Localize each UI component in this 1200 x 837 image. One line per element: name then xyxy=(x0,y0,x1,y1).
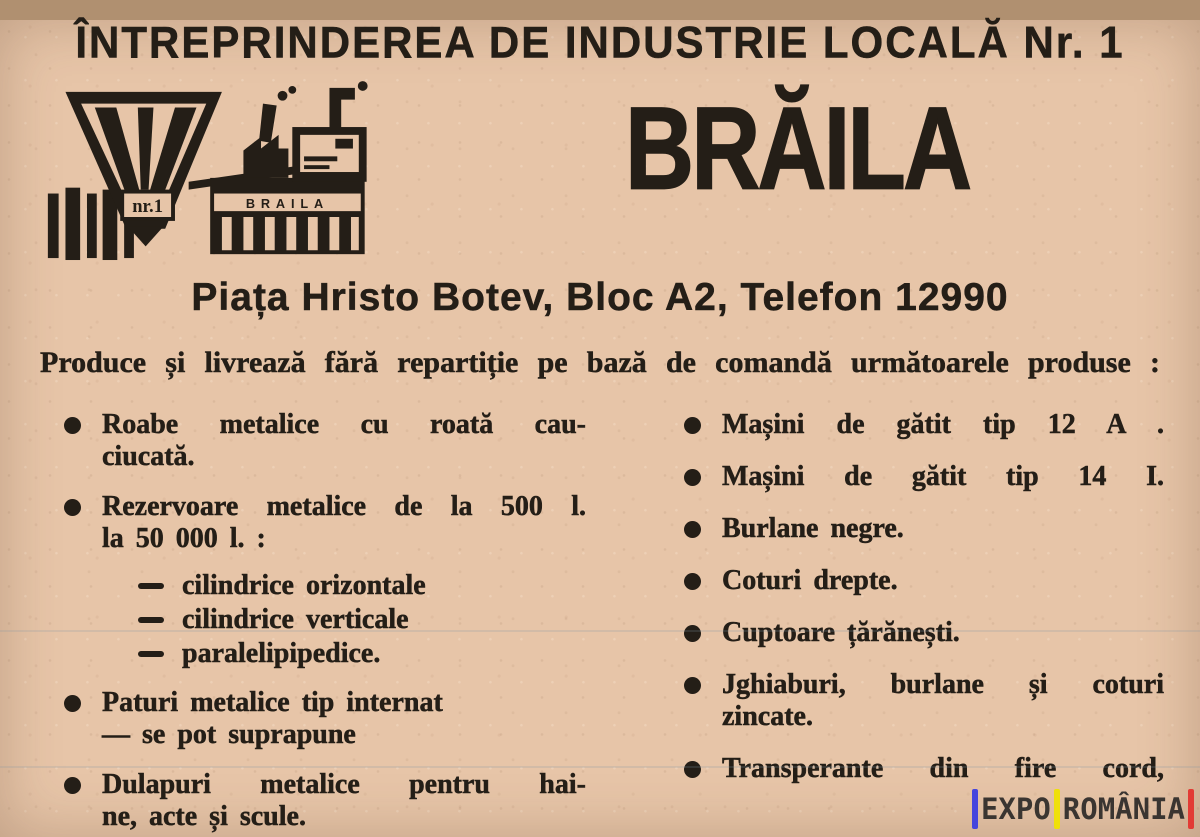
city-title-wrap xyxy=(394,78,1200,215)
product-line: Coturi drepte. xyxy=(722,565,898,597)
product-line: Paturi metalice tip internat xyxy=(102,687,443,719)
logo-caption-text: BRAILA xyxy=(245,196,330,212)
product-item xyxy=(64,491,586,555)
watermark xyxy=(972,789,1194,829)
product-line: Mașini de gătit tip 14 I. xyxy=(722,461,1164,493)
product-line: Dulapuri metalice pentru hai- xyxy=(102,769,586,801)
bullet-dot-icon xyxy=(64,777,81,794)
product-item xyxy=(64,769,586,833)
product-item xyxy=(684,617,1164,649)
product-line: Mașini de gătit tip 12 A . xyxy=(722,409,1164,441)
dash-icon xyxy=(138,583,164,589)
bullet-dot-icon xyxy=(64,695,81,712)
product-item xyxy=(138,571,586,601)
logo-badge-text: nr.1 xyxy=(132,196,163,218)
product-item xyxy=(684,461,1164,493)
product-line: Roabe metalice cu roată cau- xyxy=(102,409,586,441)
bullet-dot-icon xyxy=(684,417,701,434)
product-line: Burlane negre. xyxy=(722,513,904,545)
dash-icon xyxy=(138,617,164,623)
city-title: BRĂILA xyxy=(624,84,970,215)
flag-red-bar-icon xyxy=(1188,789,1194,829)
watermark-text-expo: EXPO xyxy=(980,792,1051,826)
flag-yellow-bar-icon xyxy=(1054,789,1060,829)
product-item xyxy=(684,753,1164,785)
product-line: Rezervoare metalice de la 500 l. xyxy=(102,491,586,523)
product-item xyxy=(64,687,586,751)
product-line: paralelipipedice. xyxy=(182,638,381,670)
product-item xyxy=(684,565,1164,597)
product-line: Jghiaburi, burlane și coturi xyxy=(722,669,1164,701)
flag-blue-bar-icon xyxy=(972,789,978,829)
product-item xyxy=(64,409,586,473)
intro-line: Produce și livrează fără repartiție pe bază de comandă următoarele produse : xyxy=(40,346,1160,380)
company-name: ÎNTREPRINDEREA DE INDUSTRIE LOCALĂ Nr. 1 xyxy=(75,17,1125,68)
bullet-dot-icon xyxy=(684,761,701,778)
bullet-dot-icon xyxy=(64,499,81,516)
bullet-dot-icon xyxy=(64,417,81,434)
product-line: ne, acte și scule. xyxy=(102,801,306,833)
product-line: Cuptoare țărănești. xyxy=(722,617,960,649)
product-line: ciucată. xyxy=(102,441,195,473)
address-line: Piața Hristo Botev, Bloc A2, Telefon 12990 xyxy=(191,276,1009,320)
product-list-left xyxy=(64,409,586,833)
bullet-dot-icon xyxy=(684,521,701,538)
product-columns xyxy=(0,409,1200,833)
product-line: zincate. xyxy=(722,701,813,733)
factory-emblem-icon xyxy=(42,80,394,266)
bullet-dot-icon xyxy=(684,469,701,486)
dash-icon xyxy=(138,651,164,657)
product-line: Transperante din fire cord, xyxy=(722,753,1164,785)
bullet-dot-icon xyxy=(684,573,701,590)
bullet-dot-icon xyxy=(684,677,701,694)
product-item xyxy=(138,605,586,635)
product-line: cilindrice orizontale xyxy=(182,570,426,602)
company-logo xyxy=(42,80,394,271)
product-line: — se pot suprapune xyxy=(102,719,356,751)
watermark-text-romania: ROMÂNIA xyxy=(1062,792,1185,826)
product-item xyxy=(684,513,1164,545)
advertisement-page xyxy=(0,17,1200,837)
product-line: cilindrice verticale xyxy=(182,604,409,636)
product-item xyxy=(684,669,1164,733)
product-item xyxy=(684,409,1164,441)
brand-row xyxy=(0,78,1200,266)
bullet-dot-icon xyxy=(684,625,701,642)
product-line: la 50 000 l. : xyxy=(102,523,266,555)
product-item xyxy=(138,639,586,669)
product-list-right xyxy=(684,409,1164,833)
